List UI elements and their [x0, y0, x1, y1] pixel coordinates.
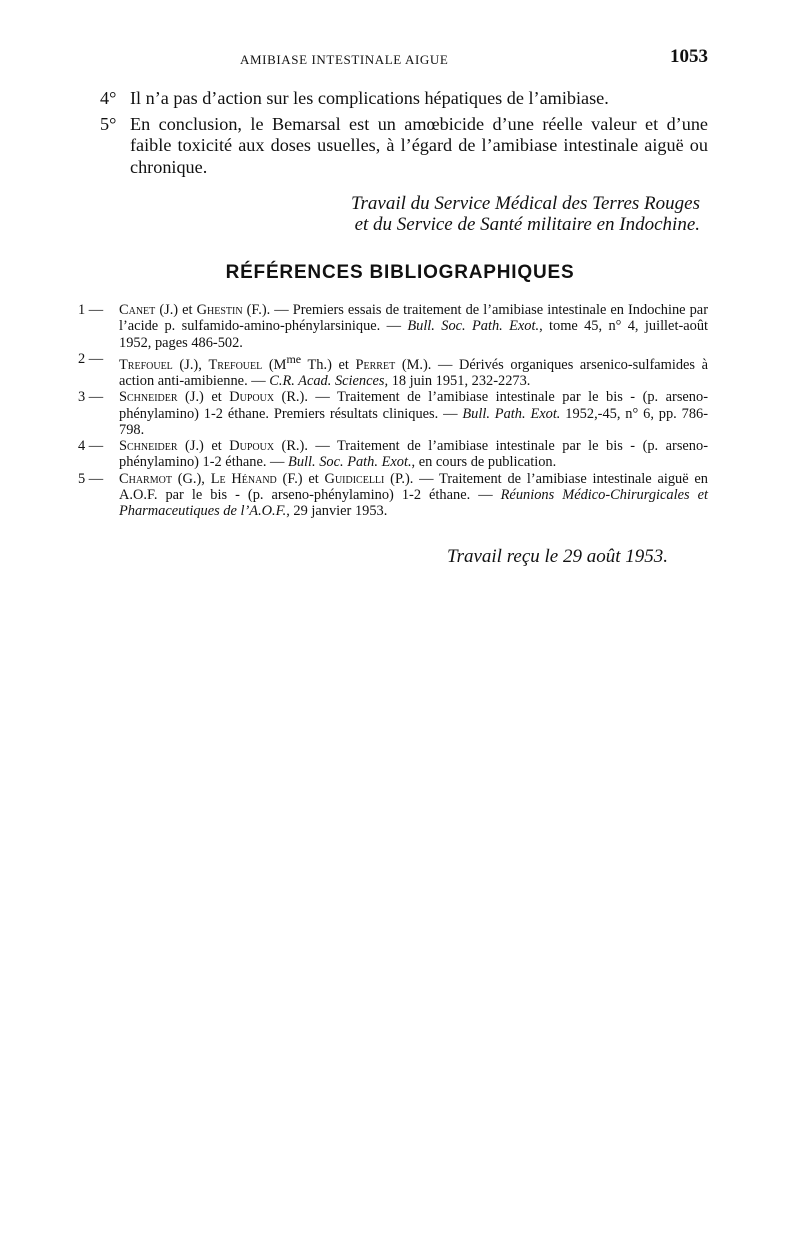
reference-journal: Bull. Soc. Path. Exot.	[288, 454, 412, 471]
reference-fragment: (J.) et	[177, 389, 230, 406]
attribution-line-2: et du Service de Santé militaire en Indochine.	[354, 214, 700, 235]
reference-item-5	[78, 471, 708, 520]
reference-fragment: (R.). — Traitement de l’amibiase intestinale par le bis - (p. arseno-phénylamino) 1-2 éthane. Premiers résultats cliniques. —	[119, 389, 708, 422]
references-heading: RÉFÉRENCES BIBLIOGRAPHIQUES	[225, 262, 575, 283]
reference-number: 5 —	[78, 470, 104, 487]
reference-author: Perret	[355, 356, 396, 373]
reference-fragment: , en cours de publication.	[411, 454, 557, 471]
reference-text	[119, 302, 708, 351]
reference-superscript: me	[286, 351, 302, 366]
reference-list	[78, 302, 708, 520]
reference-fragment: (J.),	[172, 356, 209, 373]
running-title: AMIBIASE INTESTINALE AIGUE	[240, 52, 449, 67]
reference-text	[119, 438, 708, 471]
reference-journal: Bull. Path. Exot.	[462, 405, 561, 422]
page-number: 1053	[670, 46, 708, 67]
conclusion-item-5	[100, 114, 708, 178]
reference-fragment: (G.),	[171, 470, 211, 487]
reference-author: Charmot	[119, 470, 172, 487]
reference-fragment: (J.) et	[155, 302, 197, 318]
reference-number: 2 —	[78, 350, 104, 367]
reference-fragment: (R.). — Traitement de l’amibiase intestinale par le bis - (p. arseno-phénylamino) 1-2 éthane. —	[119, 438, 708, 471]
reference-journal: C.R. Acad. Sciences,	[269, 372, 389, 389]
conclusion-text: En conclusion, le Bemarsal est un amœbicide d’une réelle valeur et d’une faible toxicité aux doses usuelles, à l’égard de l’amibiase intestinale aiguë ou chronique.	[130, 114, 708, 177]
reference-text	[119, 389, 708, 438]
attribution	[180, 193, 700, 235]
reference-number: 3 —	[78, 389, 104, 406]
conclusion-item-4	[100, 88, 708, 109]
reference-author: Dupoux	[229, 438, 275, 455]
reference-author: Trefouel	[208, 356, 263, 373]
reference-item-2	[78, 351, 708, 389]
reference-fragment: (F.) et	[276, 470, 325, 487]
reference-fragment: 1952,-45, n° 6, pp. 786-798.	[119, 405, 709, 438]
reference-fragment: (P.). — Traitement de l’amibiase intestinale aiguë en A.O.F. par le bis - (p. arseno-phénylamino) 1-2 éthane. —	[119, 470, 708, 504]
reference-journal: Réunions Médico-Chirurgicales et Pharmaceutiques de l’A.O.F.	[119, 487, 708, 520]
reference-item-3	[78, 389, 708, 438]
reference-author: Schneider	[119, 389, 178, 406]
reference-number: 4 —	[78, 438, 104, 455]
reference-author: Guidicelli	[324, 470, 385, 487]
reference-author: Schneider	[119, 438, 178, 455]
reference-fragment: (J.) et	[177, 438, 230, 455]
reference-fragment: , tome 45, n° 4, juillet-août 1952, pages 486-502.	[119, 318, 709, 351]
attribution-line-1: Travail du Service Médical des Terres Rouges	[351, 193, 700, 214]
reference-author: Trefouel	[119, 356, 173, 373]
reference-journal: Bull. Soc. Path. Exot.	[407, 318, 540, 335]
reference-item-4	[78, 438, 708, 471]
reference-fragment: 18 juin 1951, 232-2273.	[388, 372, 531, 389]
reference-fragment: (M	[262, 356, 287, 373]
reference-author: Ghestin	[196, 302, 243, 318]
reference-text	[119, 471, 708, 520]
conclusion-number: 4°	[100, 88, 117, 108]
reference-text	[119, 351, 708, 389]
reference-author: Le Hénand	[210, 470, 277, 487]
conclusion-number: 5°	[100, 114, 117, 134]
reference-fragment: (F.). — Premiers essais de traitement de l’amibiase intestinale en Indochine par l’acide p. sulfamido-amino-phénylarsinique. —	[119, 302, 708, 335]
reference-item-1	[78, 302, 708, 351]
conclusion-text: Il n’a pas d’action sur les complications hépatiques de l’amibiase.	[130, 88, 609, 108]
reference-fragment: Th.) et	[301, 356, 356, 373]
reference-author: Dupoux	[229, 389, 275, 406]
received-date: Travail reçu le 29 août 1953.	[447, 546, 668, 567]
reference-fragment: (M.). — Dérivés organiques arsenico-sulfamides à action anti-amibienne. —	[119, 356, 709, 389]
reference-number: 1 —	[78, 302, 104, 318]
reference-author: Canet	[119, 302, 156, 318]
reference-fragment: , 29 janvier 1953.	[286, 503, 388, 520]
